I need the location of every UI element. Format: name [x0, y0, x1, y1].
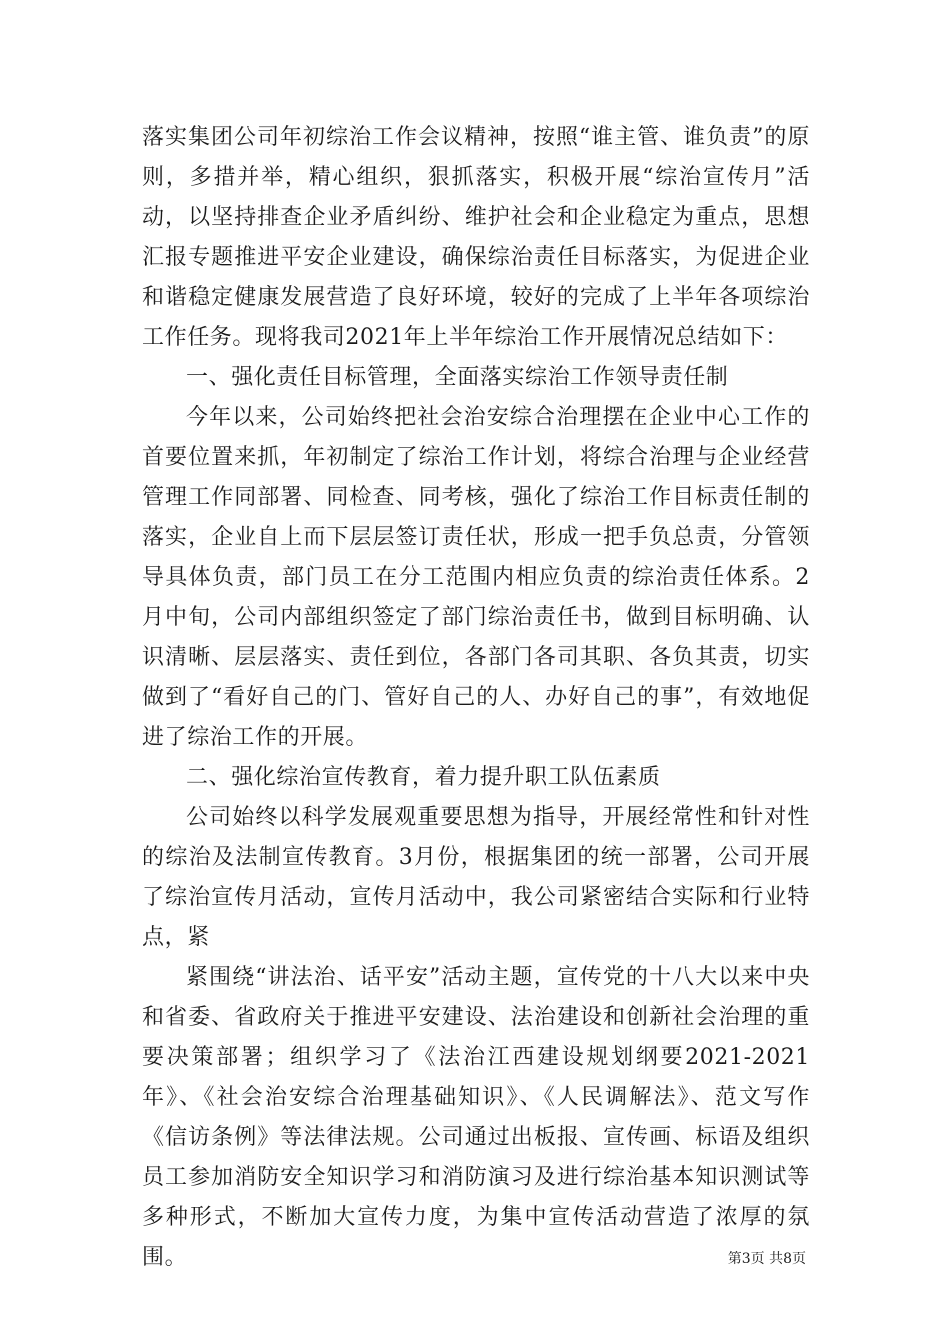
current-page-number: 3 [741, 1251, 751, 1267]
section-heading-1: 一、强化责任目标管理，全面落实综治工作领导责任制 [186, 365, 729, 390]
paragraph-section-1: 今年以来，公司始终把社会治安综合治理摆在企业中心工作的首要位置来抓，年初制定了综治工作计划，将综合治理与企业经营管理工作同部署、同检查、同考核，强化了综治工作目标责任制的落实，企业自上而下层层签订责任状，形成一把手负总责，分管领导具体负责，部门员工在分工范围内相应负责的综治责任体系。2月中旬，公司内部组织签定了部门综治责任书，做到目标明确、认识清晰、层层落实、责任到位，各部门各司其职、各负其责，切实做到了“看好自己的门、管好自己的人、办好自己的事”，有效地促进了综治工作的开展。 [142, 405, 810, 750]
page-prefix: 第 [727, 1251, 742, 1267]
paragraph-section-2a: 公司始终以科学发展观重要思想为指导，开展经常性和针对性的综治及法制宣传教育。3月份，根据集团的统一部署，公司开展了综治宣传月活动，宣传月活动中，我公司紧密结合实际和行业特点，紧 [142, 805, 810, 950]
paragraph-section-2b: 紧围绕“讲法治、话平安”活动主题，宣传党的十八大以来中央和省委、省政府关于推进平安建设、法治建设和创新社会治理的重要决策部署；组织学习了《法治江西建设规划纲要2021-2021年》、《社会治安综合治理基础知识》、《人民调解法》、范文写作《信访条例》等法律法规。公司通过出板报、宣传画、标语及组织员工参加消防安全知识学习和消防演习及进行综治基本知识测试等多种形式，不断加大宣传力度，为集中宣传活动营造了浓厚的氛围。 [142, 965, 810, 1270]
page-number-footer [728, 1248, 806, 1268]
section-heading-2: 二、强化综治宣传教育，着力提升职工队伍素质 [186, 765, 661, 790]
page-mid: 页 共 [750, 1251, 784, 1267]
total-pages-number: 8 [783, 1251, 792, 1267]
paragraph-intro: 落实集团公司年初综治工作会议精神，按照“谁主管、谁负责”的原则，多措并举，精心组织，狠抓落实，积极开展“综治宣传月”活动，以坚持排查企业矛盾纠纷、维护社会和企业稳定为重点，思想汇报专题推进平安企业建设，确保综治责任目标落实，为促进企业和谐稳定健康发展营造了良好环境，较好的完成了上半年各项综治工作任务。现将我司2021年上半年综治工作开展情况总结如下： [142, 125, 810, 350]
document-body [142, 118, 810, 1278]
page-suffix: 页 [792, 1251, 806, 1267]
